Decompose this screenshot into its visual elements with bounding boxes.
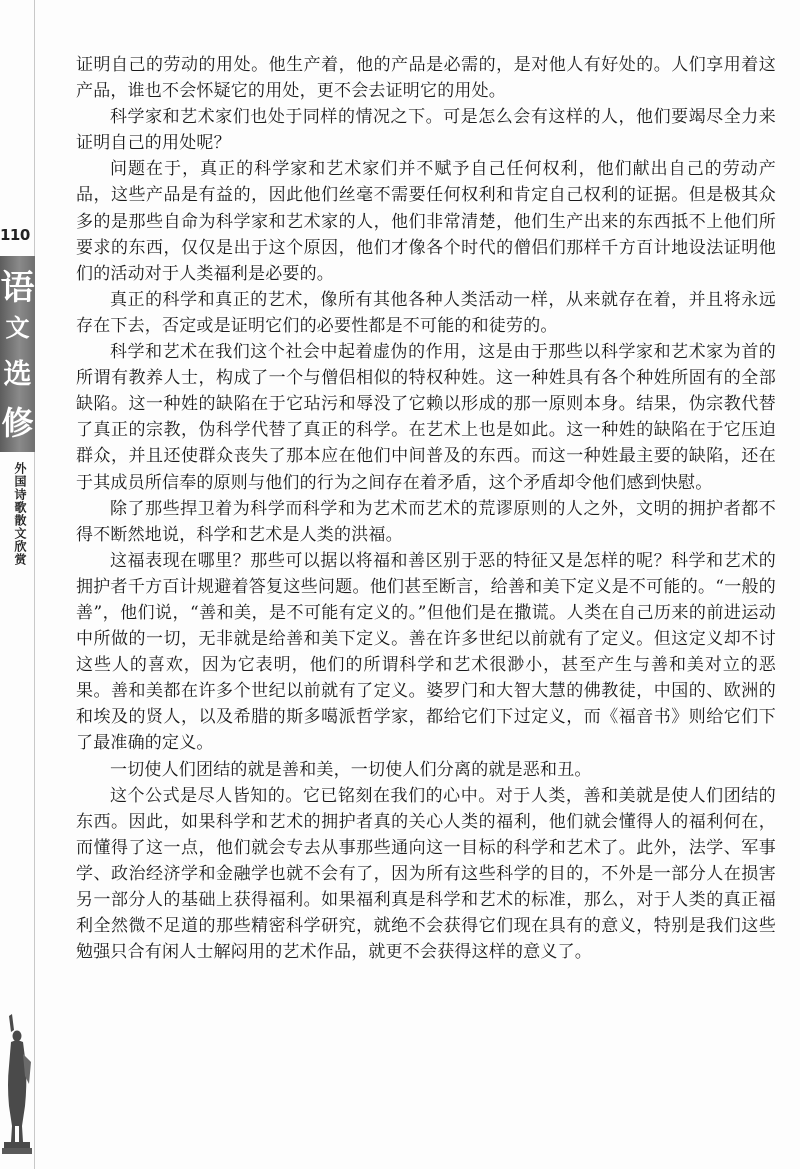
paragraph: 除了那些捍卫着为科学而科学和为艺术而艺术的荒谬原则的人之外，文明的拥护者都不得不断然地说，科学和艺术是人类的洪福。 (76, 498, 776, 545)
side-tab-char: 文 (5, 313, 30, 342)
paragraph: 证明自己的劳动的用处。他生产着，他的产品是必需的，是对他人有好处的。人们享用着这产品，谁也不会怀疑它的用处，更不会去证明它的用处。 (76, 55, 776, 102)
article-body (76, 52, 776, 965)
statue-illustration (0, 1006, 34, 1156)
paragraph: 科学和艺术在我们这个社会中起着虚伪的作用，这是由于那些以科学家和艺术家为首的所谓有教养人士，构成了一个与僧侣相似的特权种姓。这一种姓具有各个种姓所固有的全部缺陷。这一种姓的缺陷在于它玷污和辱没了它赖以形成的那一原则本身。结果，伪宗教代替了真正的宗教，伪科学代替了真正的科学。在艺术上也是如此。这一种姓的缺陷在于它压迫群众，并且还使群众丧失了那本应在他们中间普及的东西。而这一种姓最主要的缺陷，还在于其成员所信奉的原则与他们的行为之间存在着矛盾，这个矛盾却令他们感到快慰。 (76, 342, 776, 493)
page-number: 110 (0, 226, 30, 244)
paragraph: 这个公式是尽人皆知的。它已铭刻在我们的心中。对于人类，善和美就是使人们团结的东西。因此，如果科学和艺术的拥护者真的关心人类的福利，他们就会懂得人的福利何在，而懂得了这一点，他们就会专去从事那些通向这一目标的科学和艺术了。此外，法学、军事学、政治经济学和金融学也就不会有了，因为所有这些科学的目的，不外是一部分人在损害另一部分人的基础上获得福利。如果福利真是科学和艺术的标准，那么，对于人类的真正福利全然微不足道的那些精密科学研究，就绝不会获得它们现在具有的意义，特别是我们这些勉强只合有闲人士解闷用的艺术作品，就更不会获得这样的意义了。 (76, 785, 776, 963)
paragraph: 真正的科学和真正的艺术，像所有其他各种人类活动一样，从来就存在着，并且将永远存在下去，否定或是证明它们的必要性都是不可能的和徒劳的。 (76, 289, 776, 336)
paragraph: 这福表现在哪里？那些可以据以将福和善区别于恶的特征又是怎样的呢？科学和艺术的拥护者千方百计规避着答复这些问题。他们甚至断言，给善和美下定义是不可能的。“一般的善”，他们说，“善和美，是不可能有定义的。”但他们是在撒谎。人类在自己历来的前进运动中所做的一切，无非就是给善和美下定义。善在许多世纪以前就有了定义。但这定义却不讨这些人的喜欢，因为它表明，他们的所谓科学和艺术很渺小，甚至产生与善和美对立的恶果。善和美都在许多个世纪以前就有了定义。婆罗门和大智大慧的佛教徒，中国的、欧洲的和埃及的贤人，以及希腊的斯多噶派哲学家，都给它们下过定义，而《福音书》则给它们下了最准确的定义。 (76, 550, 776, 754)
side-tab (0, 256, 35, 452)
paragraph: 一切使人们团结的就是善和美，一切使人们分离的就是恶和丑。 (110, 759, 592, 780)
side-tab-char: 选 (3, 357, 32, 390)
side-tab-char: 修 (1, 404, 34, 442)
margin-rule (34, 0, 35, 1169)
side-tab-char: 语 (0, 268, 35, 308)
paragraph: 科学家和艺术家们也处于同样的情况之下。可是怎么会有这样的人，他们要竭尽全力来证明自己的用处呢？ (76, 107, 776, 154)
paragraph: 问题在于，真正的科学家和艺术家们并不赋予自己任何权利，他们献出自己的劳动产品，这些产品是有益的，因此他们丝毫不需要任何权利和肯定自己权利的证据。但是极其众多的是那些自命为科学家和艺术家的人，他们非常清楚，他们生产出来的东西抵不上他们所要求的东西，仅仅是出于这个原因，他们才像各个时代的僧侣们那样千方百计地设法证明他们的活动对于人类福利是必要的。 (76, 159, 776, 284)
side-subtitle: 外国诗歌散文欣赏 (13, 462, 27, 566)
